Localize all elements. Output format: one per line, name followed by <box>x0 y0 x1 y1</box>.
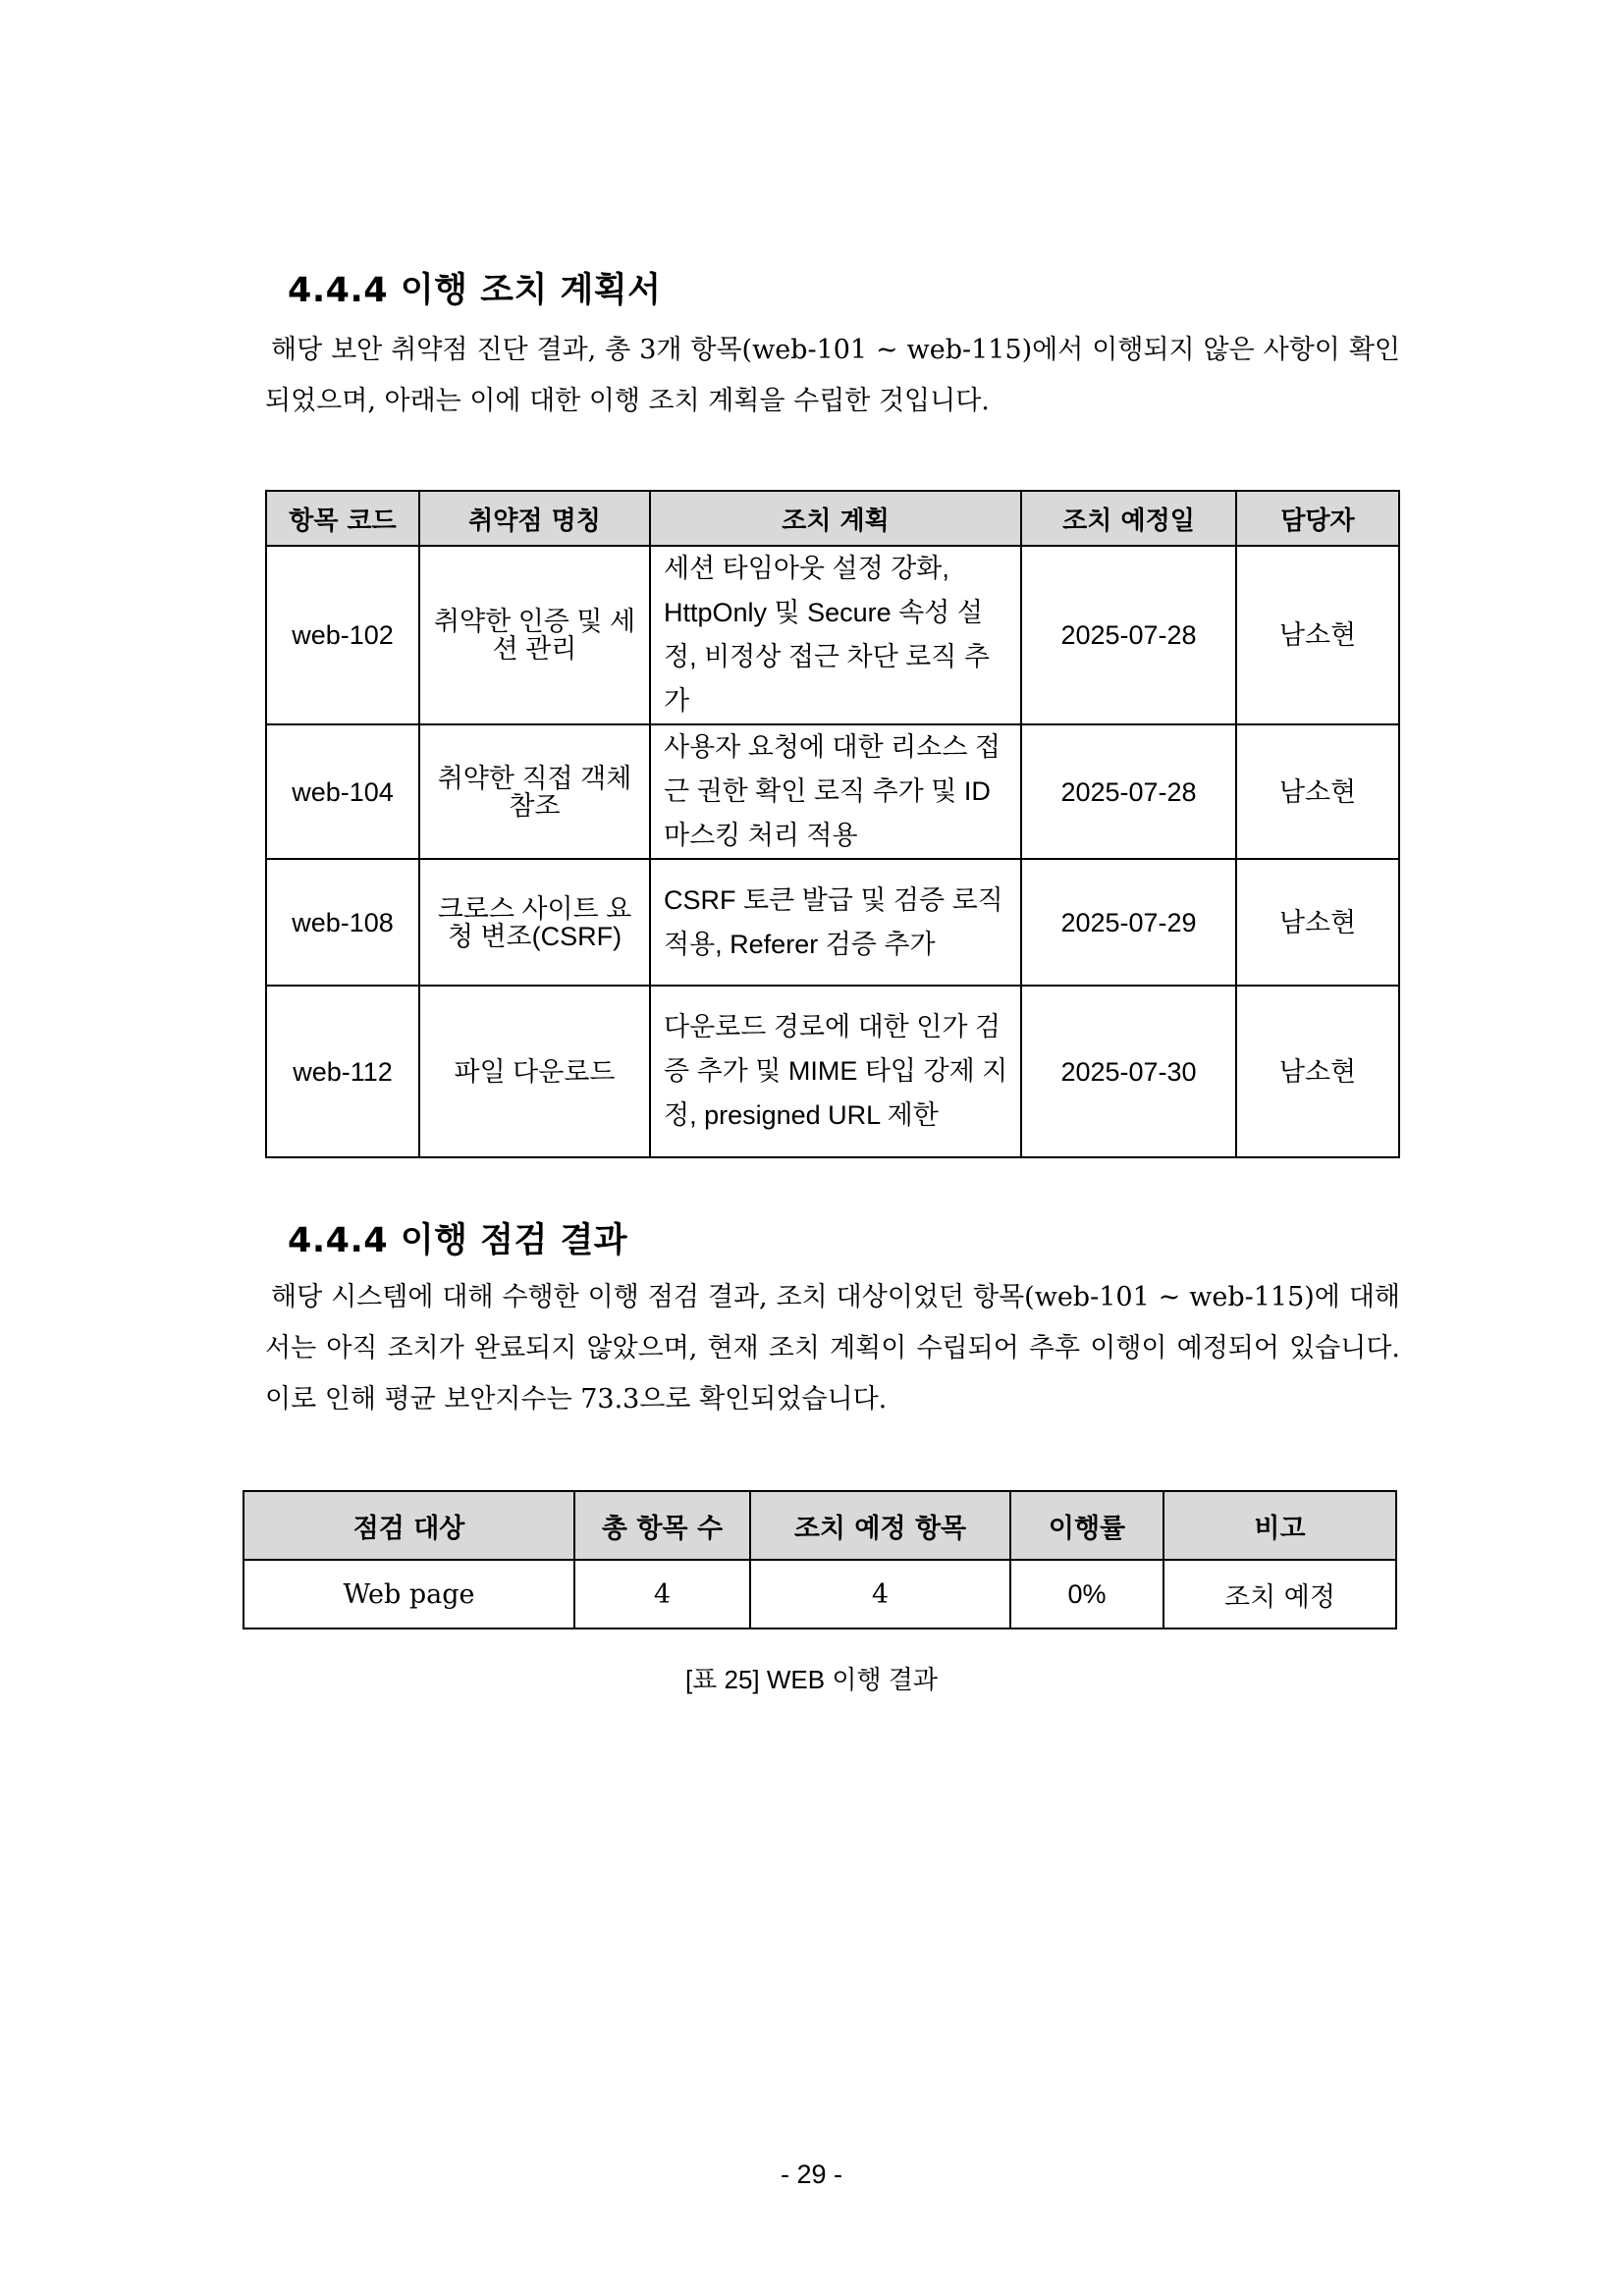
inspection-result-table <box>243 1490 1397 1629</box>
cell-target: Web page <box>243 1560 574 1629</box>
cell-owner: 남소현 <box>1236 859 1399 986</box>
cell-vuln-name: 파일 다운로드 <box>419 986 650 1157</box>
cell-item-code: web-108 <box>266 859 419 986</box>
header-due-date: 조치 예정일 <box>1021 491 1236 546</box>
cell-owner: 남소현 <box>1236 546 1399 724</box>
cell-completion-rate: 0% <box>1010 1560 1163 1629</box>
cell-due-date: 2025-07-28 <box>1021 724 1236 859</box>
table-caption: [표 25] WEB 이행 결과 <box>684 1665 939 1694</box>
header-planned-items: 조치 예정 항목 <box>750 1491 1010 1560</box>
cell-vuln-name: 크로스 사이트 요청 변조(CSRF) <box>419 859 650 986</box>
cell-action-plan: CSRF 토큰 발급 및 검증 로직 적용, Referer 검증 추가 <box>650 859 1021 986</box>
table-header-row <box>266 491 1399 546</box>
cell-note: 조치 예정 <box>1163 1560 1396 1629</box>
cell-action-plan: 사용자 요청에 대한 리소스 접근 권한 확인 로직 추가 및 ID 마스킹 처리 적용 <box>650 724 1021 859</box>
cell-item-code: web-102 <box>266 546 419 724</box>
header-completion-rate: 이행률 <box>1010 1491 1163 1560</box>
section-title-inspection-result: 4.4.4 이행 점검 결과 <box>288 1221 628 1260</box>
header-owner: 담당자 <box>1236 491 1399 546</box>
cell-item-code: web-104 <box>266 724 419 859</box>
cell-planned-items: 4 <box>750 1560 1010 1629</box>
cell-owner: 남소현 <box>1236 724 1399 859</box>
table-row <box>266 986 1399 1157</box>
cell-owner: 남소현 <box>1236 986 1399 1157</box>
header-item-code: 항목 코드 <box>266 491 419 546</box>
cell-vuln-name: 취약한 인증 및 세션 관리 <box>419 546 650 724</box>
page-number: - 29 - <box>780 2160 843 2189</box>
table-row <box>266 859 1399 986</box>
cell-due-date: 2025-07-29 <box>1021 859 1236 986</box>
cell-action-plan: 다운로드 경로에 대한 인가 검증 추가 및 MIME 타입 강제 지정, presigned URL 제한 <box>650 986 1021 1157</box>
cell-vuln-name: 취약한 직접 객체 참조 <box>419 724 650 859</box>
section-paragraph-action-plan: 해당 보안 취약점 진단 결과, 총 3개 항목(web-101 ~ web-115)에서 이행되지 않은 사항이 확인되었으며, 아래는 이에 대한 이행 조치 계획을 수립한 것입니다. <box>265 335 1400 416</box>
header-action-plan: 조치 계획 <box>650 491 1021 546</box>
header-note: 비고 <box>1163 1491 1396 1560</box>
header-total-items: 총 항목 수 <box>574 1491 750 1560</box>
action-plan-table <box>265 490 1400 1158</box>
cell-due-date: 2025-07-30 <box>1021 986 1236 1157</box>
table-row <box>266 546 1399 724</box>
section-title-action-plan: 4.4.4 이행 조치 계획서 <box>288 271 662 310</box>
cell-due-date: 2025-07-28 <box>1021 546 1236 724</box>
section-paragraph-inspection-result: 해당 시스템에 대해 수행한 이행 점검 결과, 조치 대상이었던 항목(web-101 ~ web-115)에 대해서는 아직 조치가 완료되지 않았으며, 현재 조치 계획이 수립되어 추후 이행이 예정되어 있습니다. 이로 인해 평균 보안지수는 73.3으로 확인되었습니다. <box>265 1282 1400 1415</box>
cell-total-items: 4 <box>574 1560 750 1629</box>
table-row <box>266 724 1399 859</box>
cell-item-code: web-112 <box>266 986 419 1157</box>
table-header-row <box>243 1491 1396 1560</box>
cell-action-plan: 세션 타임아웃 설정 강화, HttpOnly 및 Secure 속성 설정, 비정상 접근 차단 로직 추가 <box>650 546 1021 724</box>
table-row <box>243 1560 1396 1629</box>
header-target: 점검 대상 <box>243 1491 574 1560</box>
header-vuln-name: 취약점 명칭 <box>419 491 650 546</box>
